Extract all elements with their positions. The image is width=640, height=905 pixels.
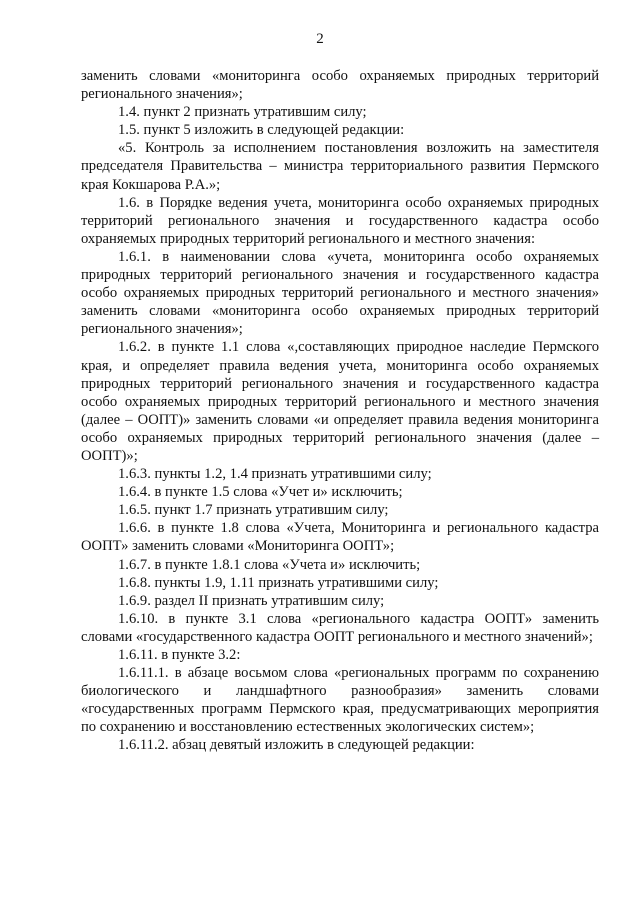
paragraph-1-6-2: 1.6.2. в пункте 1.1 слова «,составляющих природное наследие Пермского края, и определяет правила ведения учета, мониторинга особо охраняемых природных территорий регионального значения и государственного кадастра особо охраняемых природных территорий регионального и местного значения (далее – ООПТ)» заменить словами «и определяет правила ведения мониторинга особо охраняемых природных территорий регионального значения (далее – ООПТ)»; bbox=[81, 339, 599, 464]
paragraph-1-6-11-2: 1.6.11.2. абзац девятый изложить в следующей редакции: bbox=[118, 737, 475, 754]
paragraph-1-6-3: 1.6.3. пункты 1.2, 1.4 признать утратившими силу; bbox=[118, 466, 432, 483]
paragraph-1-6-5: 1.6.5. пункт 1.7 признать утратившим силу; bbox=[118, 502, 389, 519]
paragraph-1-5: 1.5. пункт 5 изложить в следующей редакции: bbox=[118, 122, 405, 139]
paragraph-quote-5: «5. Контроль за исполнением постановления возложить на заместителя председателя Правительства – министра территориального развития Пермского края Кокшарова Р.А.»; bbox=[81, 140, 599, 193]
paragraph-1-6: 1.6. в Порядке ведения учета, мониторинга особо охраняемых природных территорий регионального значения и государственного кадастра особо охраняемых природных территорий регионального и местного значения: bbox=[81, 194, 599, 247]
paragraph-1-6-11: 1.6.11. в пункте 3.2: bbox=[118, 647, 241, 663]
paragraph-1-6-1: 1.6.1. в наименовании слова «учета, мониторинга особо охраняемых природных территорий регионального значения и государственного кадастра особо охраняемых природных территорий регионального и местного значения» заменить словами «мониторинга особо охраняемых природных территорий регионального значения»; bbox=[81, 248, 599, 338]
paragraph-1-4: 1.4. пункт 2 признать утратившим силу; bbox=[118, 104, 367, 121]
document-body bbox=[81, 67, 599, 755]
page-number: 2 bbox=[316, 31, 324, 47]
paragraph-1-6-9: 1.6.9. раздел II признать утратившим силу; bbox=[118, 592, 385, 609]
paragraph-continuation: заменить словами «мониторинга особо охраняемых природных территорий регионального значения»; bbox=[81, 68, 599, 103]
paragraph-1-6-8: 1.6.8. пункты 1.9, 1.11 признать утратившими силу; bbox=[118, 574, 439, 591]
paragraph-1-6-11-1: 1.6.11.1. в абзаце восьмом слова «региональных программ по сохранению биологического и ландшафтного разнообразия» заменить словами «государственных программ Пермского края, предусматривающих мероприятия по сохранению и восстановлению естественных экологических систем»; bbox=[81, 665, 599, 736]
paragraph-1-6-6: 1.6.6. в пункте 1.8 слова «Учета, Мониторинга и регионального кадастра ООПТ» заменить словами «Мониторинга ООПТ»; bbox=[81, 520, 599, 555]
paragraph-1-6-7: 1.6.7. в пункте 1.8.1 слова «Учета и» исключить; bbox=[118, 556, 421, 573]
paragraph-1-6-4: 1.6.4. в пункте 1.5 слова «Учет и» исключить; bbox=[118, 484, 403, 501]
paragraph-1-6-10: 1.6.10. в пункте 3.1 слова «регионального кадастра ООПТ» заменить словами «государственного кадастра ООПТ регионального и местного значений»; bbox=[81, 610, 599, 645]
